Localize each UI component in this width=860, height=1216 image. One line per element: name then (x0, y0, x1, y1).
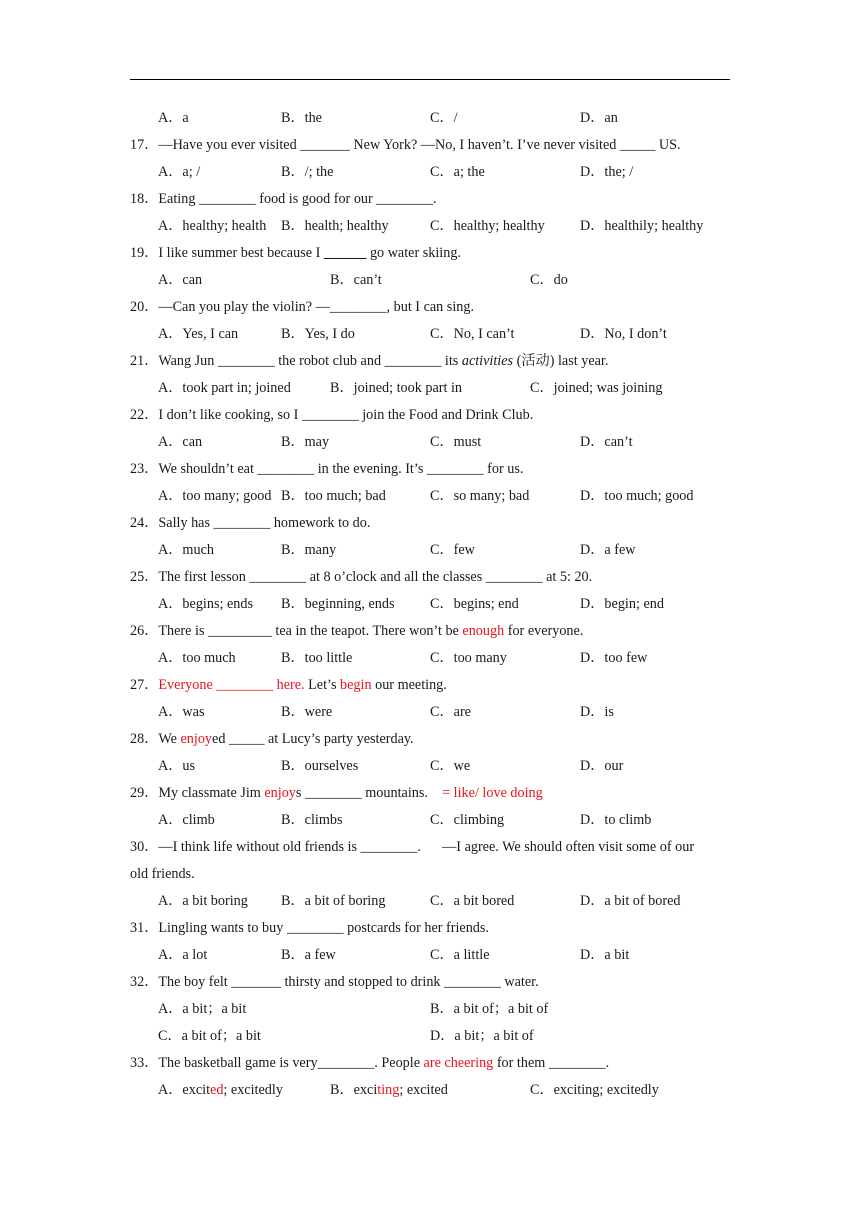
q21-stem (130, 351, 608, 371)
q33-option-c: C．exciting; excitedly (530, 1082, 659, 1098)
q23-option-d: D．too much; good (580, 488, 694, 504)
q25-option-c: C．begins; end (430, 596, 519, 612)
q26-text: 26．There is _________ tea in the teapot. There won’t be (130, 623, 463, 639)
q33-option-a-text: A．excit (158, 1082, 211, 1098)
q22-option-b: B．may (281, 434, 330, 450)
q23-option-c: C．so many; bad (430, 488, 530, 504)
q26-option-d: D．too few (580, 650, 648, 666)
q27-option-a: A．was (158, 704, 205, 720)
q22-option-a: A．can (158, 434, 203, 450)
q19-text: 19．I like summer best because I (130, 245, 324, 261)
q21-option-c: C．joined; was joining (530, 380, 663, 396)
q28-text: 28．We (130, 731, 181, 747)
q27-option-c: C．are (430, 704, 471, 720)
q17-options (0, 162, 860, 182)
q23-stem: 23．We shouldn’t eat ________ in the evening. It’s ________ for us. (130, 461, 524, 477)
q19-option-b: B．can’t (330, 272, 382, 288)
q33-options (0, 1080, 860, 1100)
q30-option-d: D．a bit of bored (580, 893, 681, 909)
q18-option-c: C．healthy; healthy (430, 218, 545, 234)
q23-options (0, 486, 860, 506)
q33-text-end: for them ________. (493, 1055, 610, 1071)
header-rule (130, 79, 730, 80)
q16-option-b: B．the (281, 110, 322, 126)
q29-option-d: D．to climb (580, 812, 652, 828)
q25-option-d: D．begin; end (580, 596, 664, 612)
q32-option-a: A．a bit；a bit (158, 1001, 247, 1017)
q29-note: = like/ love doing (442, 785, 543, 801)
q24-option-b: B．many (281, 542, 337, 558)
q24-option-c: C．few (430, 542, 475, 558)
q29-text: 29．My classmate Jim (130, 785, 265, 801)
q26-highlight: enough (462, 623, 505, 639)
q33-text: 33．The basketball game is very________. People (130, 1055, 424, 1071)
q31-stem: 31．Lingling wants to buy ________ postcards for her friends. (130, 920, 489, 936)
q31-option-d: D．a bit (580, 947, 630, 963)
q32-option-b: B．a bit of；a bit of (430, 1001, 549, 1017)
q26-option-b: B．too little (281, 650, 353, 666)
q19-stem (130, 243, 461, 263)
q20-stem: 20．—Can you play the violin? —________, but I can sing. (130, 299, 475, 315)
q30-option-b: B．a bit of boring (281, 893, 386, 909)
q33-highlight: are cheering (423, 1055, 494, 1071)
q21-options (0, 378, 860, 398)
q26-option-a: A．too much (158, 650, 236, 666)
q29-option-a: A．climb (158, 812, 215, 828)
q31-options (0, 945, 860, 965)
q21-option-b: B．joined; took part in (330, 380, 463, 396)
q32-stem: 32．The boy felt _______ thirsty and stopped to drink ________ water. (130, 974, 539, 990)
q18-option-a: A．healthy; health (158, 218, 267, 234)
q33-option-b-highlight: ting (377, 1082, 400, 1098)
q28-option-b: B．ourselves (281, 758, 359, 774)
q29-stem (130, 783, 543, 803)
q22-option-d: D．can’t (580, 434, 633, 450)
q32-options-row2 (0, 1026, 860, 1046)
q33-option-a (158, 1080, 283, 1100)
q23-option-a: A．too many; good (158, 488, 272, 504)
q27-options (0, 702, 860, 722)
q27-highlight: Everyone ________ here. (158, 677, 305, 693)
q29-option-b: B．climbs (281, 812, 343, 828)
q30-stem: 30．—I think life without old friends is ________. —I agree. We should often visit some of our (130, 839, 695, 855)
q27-stem (130, 675, 447, 695)
q29-text-mid: s ________ mountains. (295, 785, 443, 801)
q18-options (0, 216, 860, 236)
q16-option-a: A．a (158, 110, 189, 126)
q20-option-d: D．No, I don’t (580, 326, 667, 342)
q17-option-a: A．a; / (158, 164, 201, 180)
q26-text-end: for everyone. (504, 623, 584, 639)
q17-stem: 17．—Have you ever visited _______ New York? —No, I haven’t. I’ve never visited _____ US. (130, 137, 681, 153)
q32-option-d: D．a bit；a bit of (430, 1028, 534, 1044)
q33-option-b-text-end: ; excited (399, 1082, 448, 1098)
q20-option-b: B．Yes, I do (281, 326, 355, 342)
q20-option-c: C．No, I can’t (430, 326, 515, 342)
q18-option-d: D．healthily; healthy (580, 218, 704, 234)
q21-text-end: (活动) last year. (513, 353, 609, 369)
q32-option-c: C．a bit of；a bit (158, 1028, 261, 1044)
q29-options (0, 810, 860, 830)
q27-option-d: D．is (580, 704, 614, 720)
q19-text-end: go water skiing. (366, 245, 461, 261)
q19-options (0, 270, 860, 290)
q24-option-a: A．much (158, 542, 214, 558)
q22-options (0, 432, 860, 452)
q32-options-row1 (0, 999, 860, 1019)
q30-stem-cont: old friends. (130, 866, 195, 882)
q33-option-a-text-end: ; excitedly (223, 1082, 283, 1098)
q16-option-c: C．/ (430, 110, 458, 126)
q29-option-c: C．climbing (430, 812, 505, 828)
q33-option-b-text: B．exci (330, 1082, 378, 1098)
q25-option-b: B．beginning, ends (281, 596, 395, 612)
q30-option-c: C．a bit bored (430, 893, 515, 909)
q31-option-a: A．a lot (158, 947, 208, 963)
q27-text: Let’s (304, 677, 341, 693)
q24-stem: 24．Sally has ________ homework to do. (130, 515, 371, 531)
q26-options (0, 648, 860, 668)
q27-option-b: B．were (281, 704, 333, 720)
q19-option-a: A．can (158, 272, 203, 288)
q18-stem: 18．Eating ________ food is good for our ________. (130, 191, 437, 207)
q20-options (0, 324, 860, 344)
q28-option-d: D．our (580, 758, 624, 774)
q28-option-a: A．us (158, 758, 196, 774)
q21-italic-word: activities (461, 353, 514, 369)
q21-text: 21．Wang Jun ________ the robot club and ________ its (130, 353, 462, 369)
q33-stem (130, 1053, 609, 1073)
q17-option-d: D．the; / (580, 164, 634, 180)
q17-option-b: B．/; the (281, 164, 334, 180)
q25-options (0, 594, 860, 614)
q18-option-b: B．health; healthy (281, 218, 389, 234)
q22-stem: 22．I don’t like cooking, so I ________ join the Food and Drink Club. (130, 407, 534, 423)
q24-options (0, 540, 860, 560)
q17-option-c: C．a; the (430, 164, 485, 180)
q33-option-b (330, 1080, 448, 1100)
q28-highlight: enjoy (180, 731, 213, 747)
q19-blank: ______ (323, 245, 367, 261)
q19-option-c: C．do (530, 272, 568, 288)
q26-stem (130, 621, 583, 641)
q25-stem: 25．The first lesson ________ at 8 o’clock and all the classes ________ at 5: 20. (130, 569, 593, 585)
q28-option-c: C．we (430, 758, 471, 774)
q31-option-c: C．a little (430, 947, 490, 963)
q26-option-c: C．too many (430, 650, 507, 666)
q24-option-d: D．a few (580, 542, 636, 558)
q22-option-c: C．must (430, 434, 482, 450)
q23-option-b: B．too much; bad (281, 488, 386, 504)
q31-option-b: B．a few (281, 947, 336, 963)
q27-highlight-2: begin (340, 677, 372, 693)
q27-number: 27． (130, 677, 159, 693)
q25-option-a: A．begins; ends (158, 596, 253, 612)
q27-text-end: our meeting. (371, 677, 447, 693)
q21-option-a: A．took part in; joined (158, 380, 291, 396)
q30-option-a: A．a bit boring (158, 893, 248, 909)
q30-options (0, 891, 860, 911)
q33-option-a-highlight: ed (210, 1082, 224, 1098)
q28-options (0, 756, 860, 776)
q28-stem (130, 729, 414, 749)
q16-options (0, 108, 860, 128)
q20-option-a: A．Yes, I can (158, 326, 239, 342)
q29-highlight: enjoy (264, 785, 296, 801)
q28-text-end: ed _____ at Lucy’s party yesterday. (212, 731, 414, 747)
q16-option-d: D．an (580, 110, 618, 126)
